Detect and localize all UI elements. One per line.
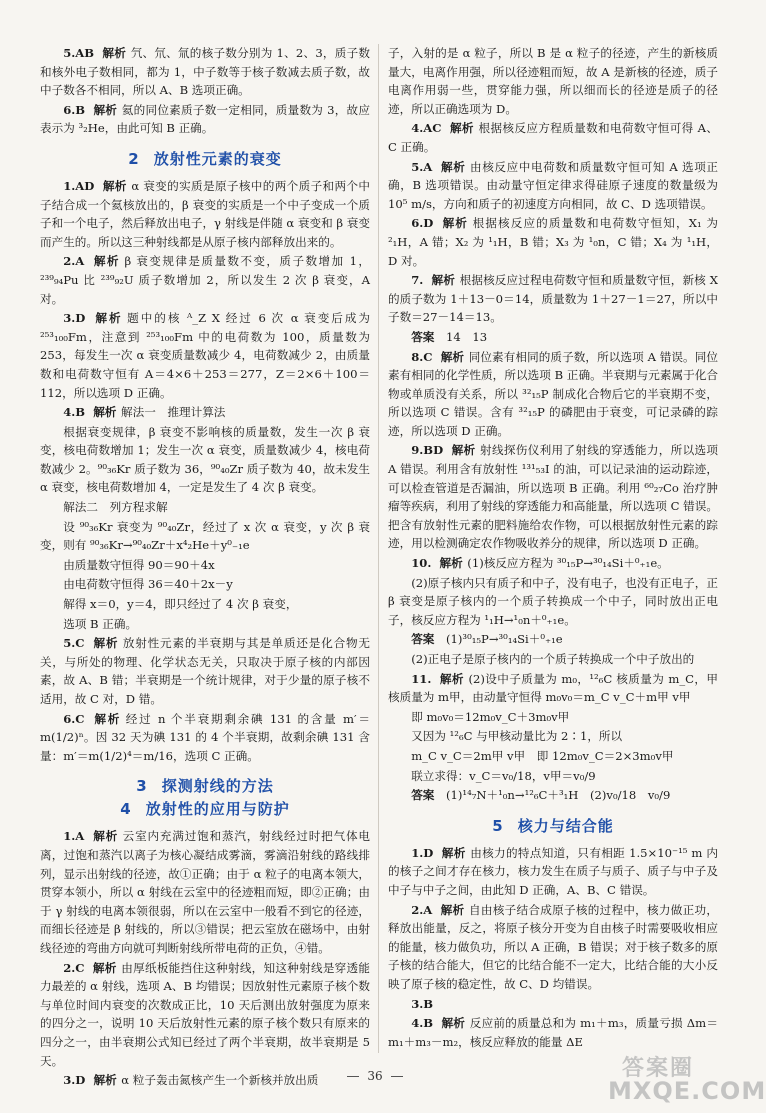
answer-line: 答案 (1)³⁰₁₅P→³⁰₁₄Si＋⁰₊₁e bbox=[411, 632, 563, 647]
text-line: 解法二 列方程求解 bbox=[63, 500, 168, 515]
watermark-logo: 答案圈 MXQE.COM bbox=[608, 1056, 766, 1105]
answer-item: 5.A 解析 由核反应中电荷数和质量数守恒可知 A 选项正确，B 选项错误。由动量守恒定律求得硅原子速度的数量级为 10⁵ m/s，方向和质子的初速度方向相同，故 C、D 选项错误。 bbox=[388, 159, 718, 211]
answer-item: 4.AC 解析 根据核反应方程质量数和电荷数守恒可得 A、C 正确。 bbox=[388, 121, 718, 154]
answer-item: 2.C 解析 由厚纸板能挡住这种射线，知这种射线是穿透能力最差的 α 射线，选项 A、B 均错误；因放射性元素原子核个数与单位时间内衰变的次数成正比，10 天后测出放射强度为原来的四分之一，说明 10 天后放射性元素的原子核个数只有原来的四分之一，由半衰期公式知已经过了两个半衰期，故半衰期是 5 天。 bbox=[40, 960, 370, 1068]
left-column bbox=[40, 44, 370, 1088]
text-line: 联立求得：v_C＝v₀/18，v甲＝v₀/9 bbox=[411, 768, 596, 783]
text-line: 即 m₀v₀＝12m₀v_C＋3m₀v甲 bbox=[411, 709, 570, 724]
answer-item: 6.B 解析 氦的同位素质子数一定相同，质量数为 3，故应表示为 ³₂He，由此可知 B 正确。 bbox=[40, 102, 370, 136]
answer-item: 6.C 解析 经过 n 个半衰期剩余碘 131 的含量 m′＝m(1/2)ⁿ。因 32 天为碘 131 的 4 个半衰期，故剩余碘 131 含量：m′＝m(1/2)⁴＝m/16，选项 C 正确。 bbox=[40, 711, 370, 763]
answer-item: 8.C 解析 同位素有相同的质子数，所以选项 A 错误。同位素有相同的化学性质，所以选项 B 正确。半衰期与元素属于化合物或单质没有关系，所以 ³²₁₅P 制成化合物后它的半衰期不变，所以选项 C 错误。含有 ³²₁₅P 的磷肥由于衰变，可记录磷的踪迹，所以选项 D 正确。 bbox=[388, 349, 718, 438]
text-line: 解得 x＝0，y＝4，即只经过了 4 次 β 衰变， bbox=[63, 597, 298, 612]
text-line: 由质量数守恒得 90＝90＋4x bbox=[63, 557, 215, 572]
page-number: 36 bbox=[0, 1069, 750, 1083]
answer-line: 答案 14 13 bbox=[411, 329, 488, 344]
answer-line: (2)正电子是原子核内的一个质子转换成一个中子放出的 bbox=[411, 652, 695, 666]
text-line: 选项 B 正确。 bbox=[63, 616, 138, 631]
text-line: 又因为 ¹²₆C 与甲核动量比为 2∶1，所以 bbox=[411, 729, 623, 744]
answer-item: 2.A 解析 β 衰变规律是质量数不变，质子数增加 1，²³⁹₉₄Pu 比 ²³⁹₉₂U 质子数增加 2，所以发生 2 次 β 衰变，A 对。 bbox=[40, 254, 370, 306]
text-line: (2)原子核内只有质子和中子，没有电子，也没有正电子，正 β 衰变是原子核内的一个质子转换成一个中子，同时放出正电子，核反应方程为 ¹₁H→¹₀n＋⁰₊₁e。 bbox=[388, 575, 718, 627]
answer-item: 3.D 解析 题中的核 ᴬ_Z X 经过 6 次 α 衰变后成为 ²⁵³₁₀₀Fm，注意到 ²⁵³₁₀₀Fm 中的电荷数为 100，质量数为 253，每发生一次 α 衰变质量数减少 4，电荷数减少 2，由质量数和电荷数守恒有 A＝4×6＋253＝277，Z＝2×6＋100＝112，所以选项 D 正确。 bbox=[40, 311, 370, 400]
answer-item: 11. 解析 (2)设中子质量为 m₀，¹²₆C 核质量为 m_C，甲核质量为 m甲，由动量守恒得 m₀v₀＝m_C v_C＋m甲 v甲 bbox=[388, 671, 718, 705]
answer-item: 5.C 解析 放射性元素的半衰期与其是单质还是化合物无关，与所处的物理、化学状态无关，只取决于原子核的内部因素，故 A、B 错；半衰期是一个统计规律，对于少量的原子核不适用，故 C 对，D 错。 bbox=[40, 636, 370, 706]
section-heading: 2 放射性元素的衰变 bbox=[128, 149, 282, 168]
text-line: 由电荷数守恒得 36＝40＋2x－y bbox=[63, 577, 233, 592]
section-heading: 5 核力与结合能 bbox=[492, 816, 614, 835]
answer-item: 5.AB 解析 氕、氘、氚的核子数分别为 1、2、3，质子数和核外电子数相同，都为 1，中子数等于核子数减去质子数，故中子数各不相同，所以 A、B 选项正确。 bbox=[40, 46, 370, 98]
answer-item: 2.A 解析 自由核子结合成原子核的过程中，核力做正功，释放出能量，反之，将原子核分开变为自由核子时需要吸收相应的能量，核力做负功，所以 A 正确，B 错误；对于核子数多的原子核的结合能大，但它的比结合能不一定大，比结合能的大小反映了原子核的稳定性，故 C、D 均错误。 bbox=[388, 902, 718, 991]
answer-line: 答案 (1)¹⁴₇N＋¹₀n→¹²₆C＋³₁H (2)v₀/18 v₀/9 bbox=[411, 788, 671, 803]
answer-item: 3.D 解析 α 粒子轰击氮核产生一个新核并放出质 bbox=[63, 1073, 319, 1088]
text-line: 设 ⁹⁰₃₆Kr 衰变为 ⁹⁰₄₀Zr，经过了 x 次 α 衰变，y 次 β 衰变，则有 ⁹⁰₃₆Kr→⁹⁰₄₀Zr＋x⁴₂He＋y⁰₋₁e bbox=[40, 519, 370, 553]
answer-item: 4.B 解析 解法一 推理计算法 bbox=[63, 405, 226, 420]
answer-item: 1.A 解析 云室内充满过饱和蒸汽，射线经过时把气体电离，过饱和蒸汽以离子为核心凝结成雾滴，雾滴沿射线的路线排列，显示出射线的径迹，故①正确；由于 α 粒子的电离本领大，贯穿本领小，所以 α 射线在云室中的径迹粗而短，即②正确；由于 γ 射线的电离本领很弱，所以在云室中一般看不到它的径迹，而细长径迹是 β 射线的，所以③错误；把云室放在磁场中，由射线径迹的弯曲方向就可判断射线所带电荷的正负，④错。 bbox=[40, 829, 370, 955]
answer-item: 1.D 解析 由核力的特点知道，只有相距 1.5×10⁻¹⁵ m 内的核子之间才存在核力，核力发生在质子与质子、质子与中子及中子与中子之间，由此知 D 正确，A、B、C 错误。 bbox=[388, 845, 718, 897]
continued-text: 子，入射的是 α 粒子，所以 B 是 α 粒子的径迹，产生的新核质量大，电离作用强，所以径迹粗而短，故 A 是新核的径迹，质子电离作用弱一些，贯穿能力强，所以细而长的径迹是质子的径迹，所以正确选项为 D。 bbox=[388, 46, 718, 116]
answer-item: 4.B 解析 反应前的质量总和为 m₁＋m₃，质量亏损 Δm＝m₁＋m₃－m₂，核反应释放的能量 ΔE bbox=[388, 1016, 718, 1049]
column-divider bbox=[378, 44, 379, 1053]
right-column bbox=[388, 44, 718, 1053]
answer-item: 10. 解析 (1)核反应方程为 ³⁰₁₅P→³⁰₁₄Si＋⁰₊₁e。 bbox=[411, 556, 669, 571]
answer-item: 7. 解析 根据核反应过程电荷数守恒和质量数守恒，新核 X 的质子数为 1＋13－0＝14，质量数为 1＋27－1＝27，所以中子数＝27－14＝13。 bbox=[388, 273, 718, 325]
answer-item: 1.AD 解析 α 衰变的实质是原子核中的两个质子和两个中子结合成一个氦核放出的，β 衰变的实质是一个中子变成一个质子和一个电子，然后释放出电子，γ 射线是伴随 α 衰变和 β 衰变而产生的。所以这三种射线都是从原子核内部释放出来的。 bbox=[40, 178, 370, 249]
answer-item: 6.D 解析 根据核反应的质量数和电荷数守恒知，X₁ 为 ²₁H，A 错；X₂ 为 ¹₁H，B 错；X₃ 为 ¹₀n，C 错；X₄ 为 ¹₁H，D 对。 bbox=[388, 216, 718, 268]
text-line: m_C v_C＝2m甲 v甲 即 12m₀v_C＝2×3m₀v甲 bbox=[411, 748, 674, 763]
section-heading: 4 放射性的应用与防护 bbox=[120, 800, 290, 819]
answer-item: 9.BD 解析 射线探伤仪利用了射线的穿透能力，所以选项 A 错误。利用含有放射性 ¹³¹₅₃I 的油，可以记录油的运动踪迹，可以检查管道是否漏油，所以选项 B 正确。利用 ⁶⁰₂₇Co 治疗肿瘤等疾病，利用了射线的穿透能力和高能量，所以选项 C 错误。把含有放射性元素的肥料施给农作物，可以根据放射性元素的踪迹，用以检测确定农作物吸收养分的规律，所以选项 D 正确。 bbox=[388, 443, 718, 551]
text-line: 根据衰变规律，β 衰变不影响核的质量数，发生一次 β 衰变，核电荷数增加 1；发生一次 α 衰变，质量数减少 4，核电荷数减少 2。⁹⁰₃₆Kr 质子数为 36，⁹⁰₄₀Zr 质子数为 40，故未发生 α 衰变，核电荷数增加 4，一定是发生了 4 次 β 衰变。 bbox=[40, 424, 370, 495]
answer-item: 3.B bbox=[411, 996, 434, 1011]
section-heading: 3 探测射线的方法 bbox=[136, 777, 274, 796]
